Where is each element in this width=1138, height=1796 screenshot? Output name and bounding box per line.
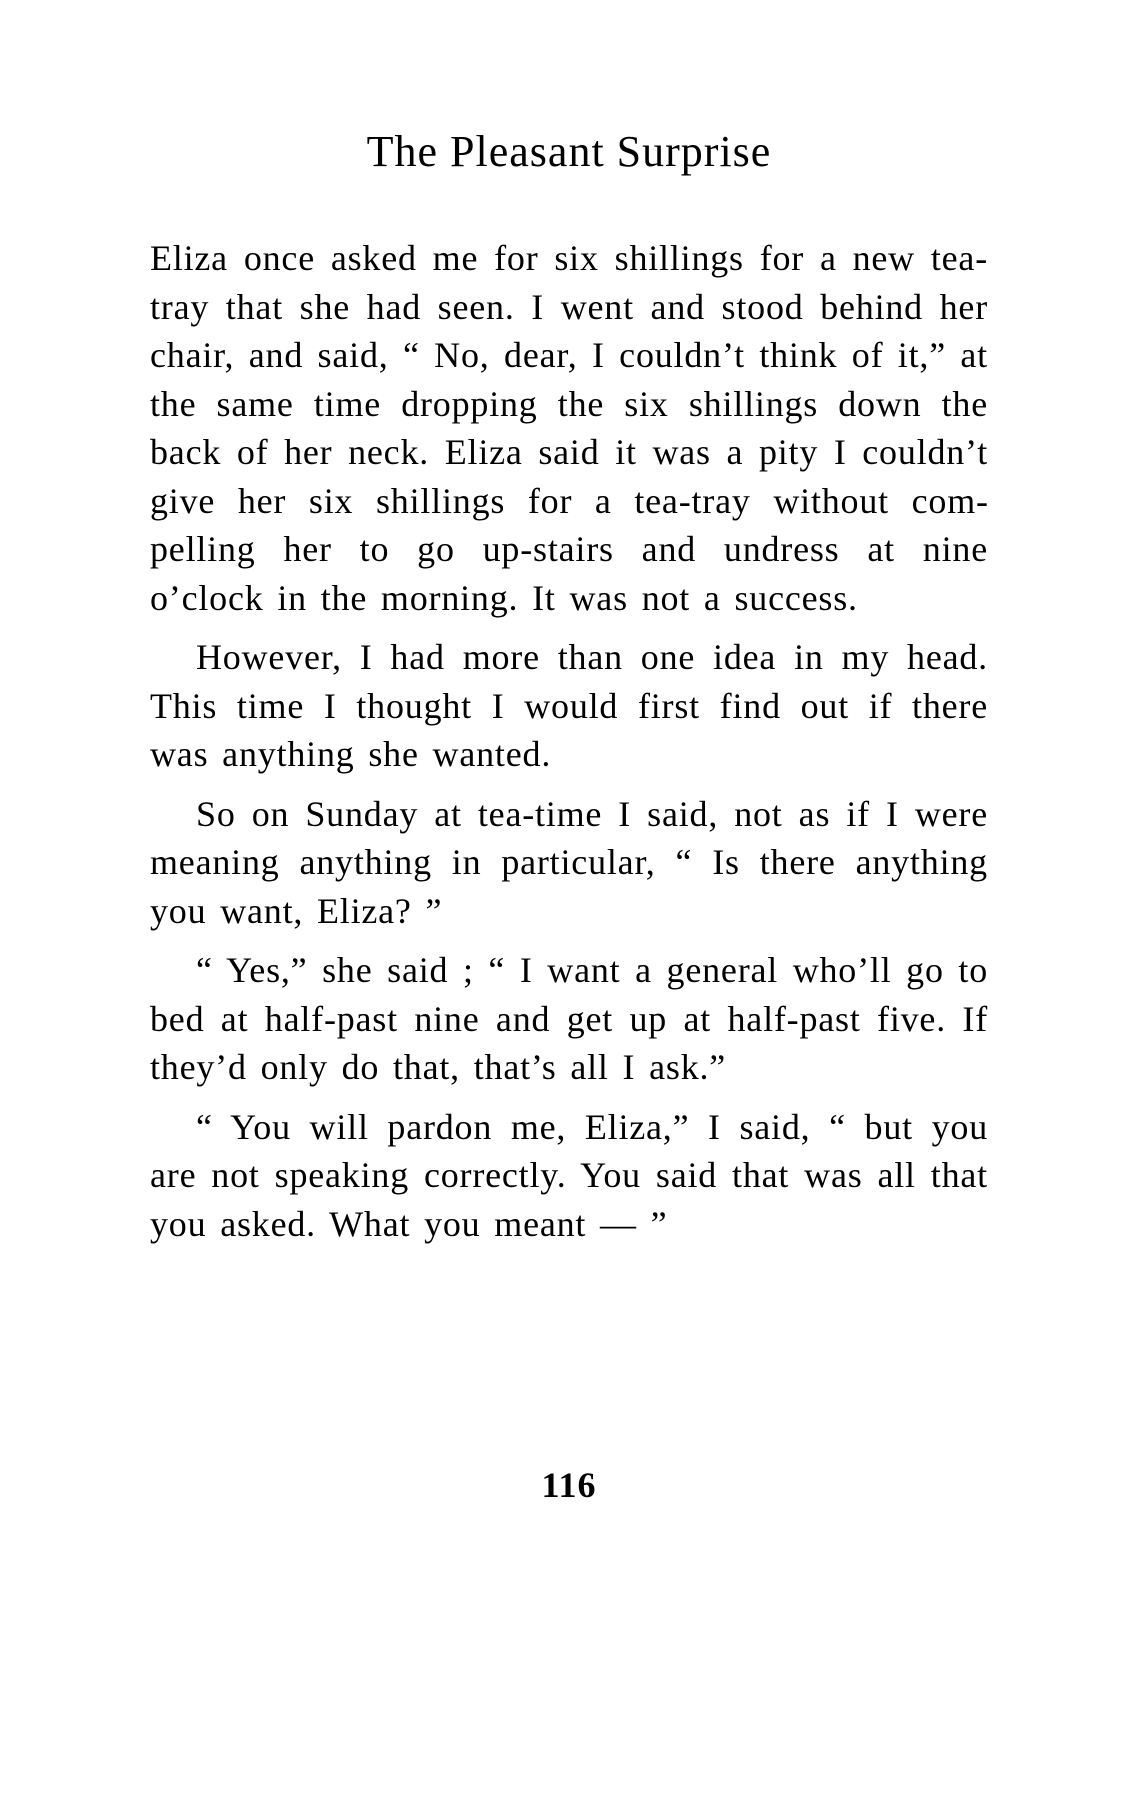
paragraph-1: Eliza once asked me for six shillings for a new tea-tray that she had seen. I went and stood behind her chair, and said, “ No, dear, I couldn’t think of it,” at the same time dropping the six shillings down the back of her neck. Eliza said it was a pity I couldn’t give her six shillings for a tea-tray without compelling her to go up-stairs and undress at nine o’clock in the morning. It was not a success. [150,238,988,618]
page-number: 116 [541,1465,597,1505]
paragraph-5: “ You will pardon me, Eliza,” I said, “ but you are not speaking correctly. You said that was all that you asked. What you meant — ” [150,1106,988,1244]
running-head: The Pleasant Surprise [366,127,772,176]
body-text [150,234,988,1248]
paragraph-2: However, I had more than one idea in my head. This time I thought I would first find out if there was anything she wanted. [150,637,988,774]
paragraph-3: So on Sunday at tea-time I said, not as if I were meaning anything in particular, “ Is there anything you want, Eliza? ” [150,793,988,931]
paragraph-4: “ Yes,” she said ; “ I want a general who’ll go to bed at half-past nine and get up at half-past five. If they’d only do that, that’s all I ask.” [150,950,988,1087]
